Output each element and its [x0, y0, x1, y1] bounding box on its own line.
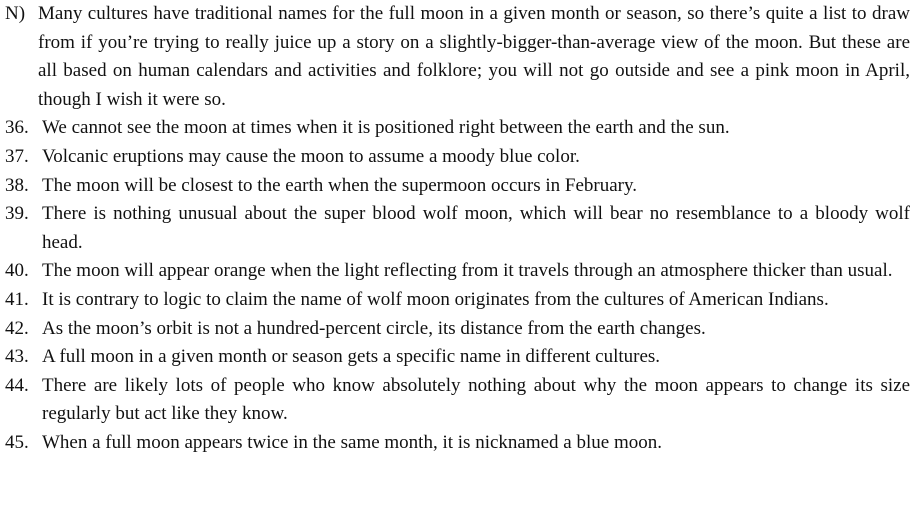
- statement-40: [0, 257, 916, 286]
- paragraph-text: Many cultures have traditional names for the full moon in a given month or season, so there’s quite a list to draw from if you’re trying to really juice up a story on a slightly-bigger-than-average view of the moon. But these are all based on human calendars and activities and folklore; you will not go outside and see a pink moon in April, though I wish it were so.: [38, 3, 910, 110]
- statement-number: 45.: [5, 431, 29, 453]
- statement-text: When a full moon appears twice in the same month, it is nicknamed a blue moon.: [42, 431, 662, 453]
- statement-number: 44.: [5, 374, 29, 396]
- statement-text: There is nothing unusual about the super blood wolf moon, which will bear no resemblance to a bloody wolf head.: [42, 203, 910, 253]
- statement-number: 38.: [5, 174, 29, 196]
- paragraph-n: [0, 0, 916, 114]
- statement-37: [0, 143, 916, 172]
- statement-text: The moon will appear orange when the light reflecting from it travels through an atmosphere thicker than usual.: [42, 260, 893, 282]
- statement-39: [0, 200, 916, 257]
- statement-45: [0, 429, 916, 458]
- statement-36: [0, 114, 916, 143]
- statement-38: [0, 172, 916, 201]
- statement-42: [0, 315, 916, 344]
- statement-number: 40.: [5, 260, 29, 282]
- statement-number: 37.: [5, 145, 29, 167]
- statement-text: A full moon in a given month or season gets a specific name in different cultures.: [42, 346, 661, 368]
- statement-number: 43.: [5, 346, 29, 368]
- statement-43: [0, 343, 916, 372]
- statement-text: There are likely lots of people who know absolutely nothing about why the moon appears to change its size regularly but act like they know.: [42, 374, 910, 425]
- statement-number: 42.: [5, 317, 29, 339]
- statement-text: It is contrary to logic to claim the name of wolf moon originates from the cultures of American Indians.: [42, 288, 829, 310]
- paragraph-label: N): [5, 3, 26, 24]
- statement-41: [0, 286, 916, 315]
- statement-44: [0, 372, 916, 429]
- statement-text: The moon will be closest to the earth when the supermoon occurs in February.: [42, 174, 638, 196]
- statement-number: 36.: [5, 117, 29, 139]
- statement-text: Volcanic eruptions may cause the moon to assume a moody blue color.: [42, 145, 580, 167]
- statement-number: 39.: [5, 203, 29, 225]
- statement-text: As the moon’s orbit is not a hundred-percent circle, its distance from the earth changes.: [42, 317, 706, 339]
- statement-text: We cannot see the moon at times when it is positioned right between the earth and the sun.: [42, 117, 730, 139]
- statement-number: 41.: [5, 288, 29, 310]
